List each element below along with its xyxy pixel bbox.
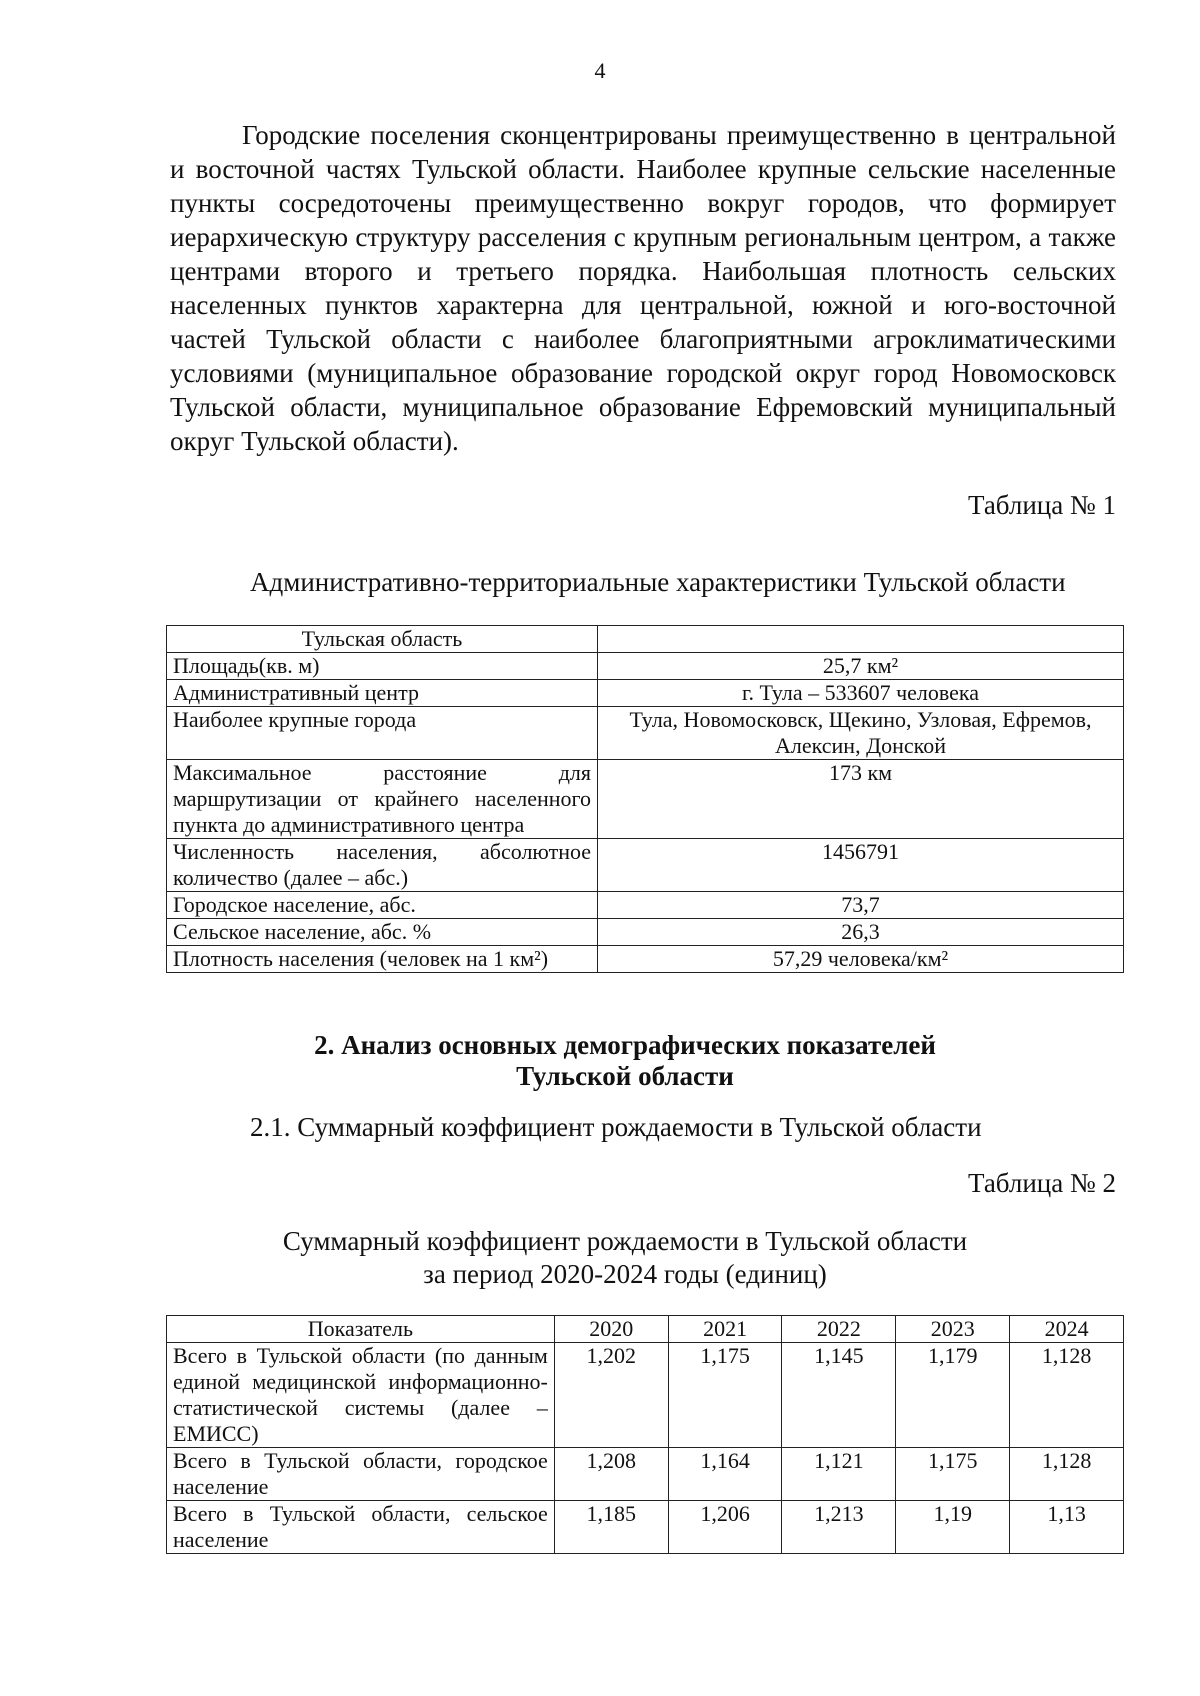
table-row bbox=[167, 1501, 1124, 1554]
table-row bbox=[167, 839, 1124, 892]
fertility-rate-table bbox=[166, 1315, 1124, 1554]
cell-value: 1,128 bbox=[1010, 1343, 1124, 1448]
column-header: Показатель bbox=[167, 1316, 555, 1343]
table2-caption bbox=[25, 1225, 1200, 1291]
section-title-line2: Тульской области bbox=[516, 1061, 734, 1091]
body-paragraph: Городские поселения сконцентрированы преимущественно в центральной и восточной частях Тульской области. Наиболее крупные сельские населенные пункты сосредоточены преимущественно вокруг городов, что формирует иерархическую структуру расселения с крупным региональным центром, а также центрами второго и третьего порядка. Наибольшая плотность сельских населенных пунктов характерна для центральной, южной и юго-восточной частей Тульской области с наиболее благоприятными агроклиматическими условиями (муниципальное образование городской округ город Новомосковск Тульской области, муниципальное образование Ефремовский муниципальный округ Тульской области). bbox=[170, 120, 1116, 456]
row-value: 173 км bbox=[598, 760, 1124, 839]
row-value: 26,3 bbox=[598, 919, 1124, 946]
table-row bbox=[167, 1448, 1124, 1501]
table-row bbox=[167, 680, 1124, 707]
table-row bbox=[167, 946, 1124, 973]
row-label: Площадь(кв. м) bbox=[167, 653, 598, 680]
cell-value: 1,185 bbox=[554, 1501, 668, 1554]
row-label: Сельское население, абс. % bbox=[167, 919, 598, 946]
cell-value: 1,179 bbox=[896, 1343, 1010, 1448]
row-label: Всего в Тульской области (по данным единой медицинской информационно-статистической системы (далее – ЕМИСС) bbox=[167, 1343, 555, 1448]
cell-value: 1,13 bbox=[1010, 1501, 1124, 1554]
row-value: 25,7 км² bbox=[598, 653, 1124, 680]
table-header-row bbox=[167, 1316, 1124, 1343]
table-row bbox=[167, 919, 1124, 946]
table-row bbox=[167, 1343, 1124, 1448]
table1-caption: Административно-территориальные характеристики Тульской области bbox=[250, 567, 1066, 597]
table-row bbox=[167, 760, 1124, 839]
column-header: 2022 bbox=[782, 1316, 896, 1343]
row-value: 1456791 bbox=[598, 839, 1124, 892]
cell-value: 1,208 bbox=[554, 1448, 668, 1501]
cell-value: 1,128 bbox=[1010, 1448, 1124, 1501]
cell-value: 1,145 bbox=[782, 1343, 896, 1448]
row-label: Численность населения, абсолютное количество (далее – абс.) bbox=[167, 839, 598, 892]
cell-value: 1,164 bbox=[668, 1448, 782, 1501]
row-label: Административный центр bbox=[167, 680, 598, 707]
table2-caption-line2: за период 2020-2024 годы (единиц) bbox=[423, 1259, 827, 1289]
row-value: 73,7 bbox=[598, 892, 1124, 919]
cell-value: 1,19 bbox=[896, 1501, 1010, 1554]
table2-label: Таблица № 2 bbox=[968, 1168, 1116, 1198]
table-row bbox=[167, 707, 1124, 760]
row-value: 57,29 человека/км² bbox=[598, 946, 1124, 973]
cell-value: 1,121 bbox=[782, 1448, 896, 1501]
row-label: Максимальное расстояние для маршрутизации от крайнего населенного пункта до административного центра bbox=[167, 760, 598, 839]
cell-value: 1,175 bbox=[896, 1448, 1010, 1501]
admin-characteristics-table bbox=[166, 625, 1124, 973]
table1-label: Таблица № 1 bbox=[968, 490, 1116, 520]
cell-value: 1,213 bbox=[782, 1501, 896, 1554]
row-label: Городское население, абс. bbox=[167, 892, 598, 919]
table-row bbox=[167, 626, 1124, 653]
row-label: Плотность населения (человек на 1 км²) bbox=[167, 946, 598, 973]
table-row bbox=[167, 892, 1124, 919]
table-row bbox=[167, 653, 1124, 680]
row-label: Всего в Тульской области, городское население bbox=[167, 1448, 555, 1501]
cell-value: 1,202 bbox=[554, 1343, 668, 1448]
section-title bbox=[0, 1030, 1200, 1092]
column-header: 2021 bbox=[668, 1316, 782, 1343]
page-number: 4 bbox=[594, 58, 606, 83]
section-title-line1: 2. Анализ основных демографических показателей bbox=[314, 1030, 936, 1060]
cell-value: 1,175 bbox=[668, 1343, 782, 1448]
row-label: Всего в Тульской области, сельское население bbox=[167, 1501, 555, 1554]
subsection-title: 2.1. Суммарный коэффициент рождаемости в Тульской области bbox=[250, 1112, 982, 1142]
row-value: Тула, Новомосковск, Щекино, Узловая, Ефремов, Алексин, Донской bbox=[598, 707, 1124, 760]
column-header: 2024 bbox=[1010, 1316, 1124, 1343]
table-header-cell-empty bbox=[598, 626, 1124, 653]
column-header: 2020 bbox=[554, 1316, 668, 1343]
table2-caption-line1: Суммарный коэффициент рождаемости в Тульской области bbox=[282, 1226, 968, 1256]
cell-value: 1,206 bbox=[668, 1501, 782, 1554]
row-value: г. Тула – 533607 человека bbox=[598, 680, 1124, 707]
column-header: 2023 bbox=[896, 1316, 1010, 1343]
table-header-cell: Тульская область bbox=[167, 626, 598, 653]
row-label: Наиболее крупные города bbox=[167, 707, 598, 760]
